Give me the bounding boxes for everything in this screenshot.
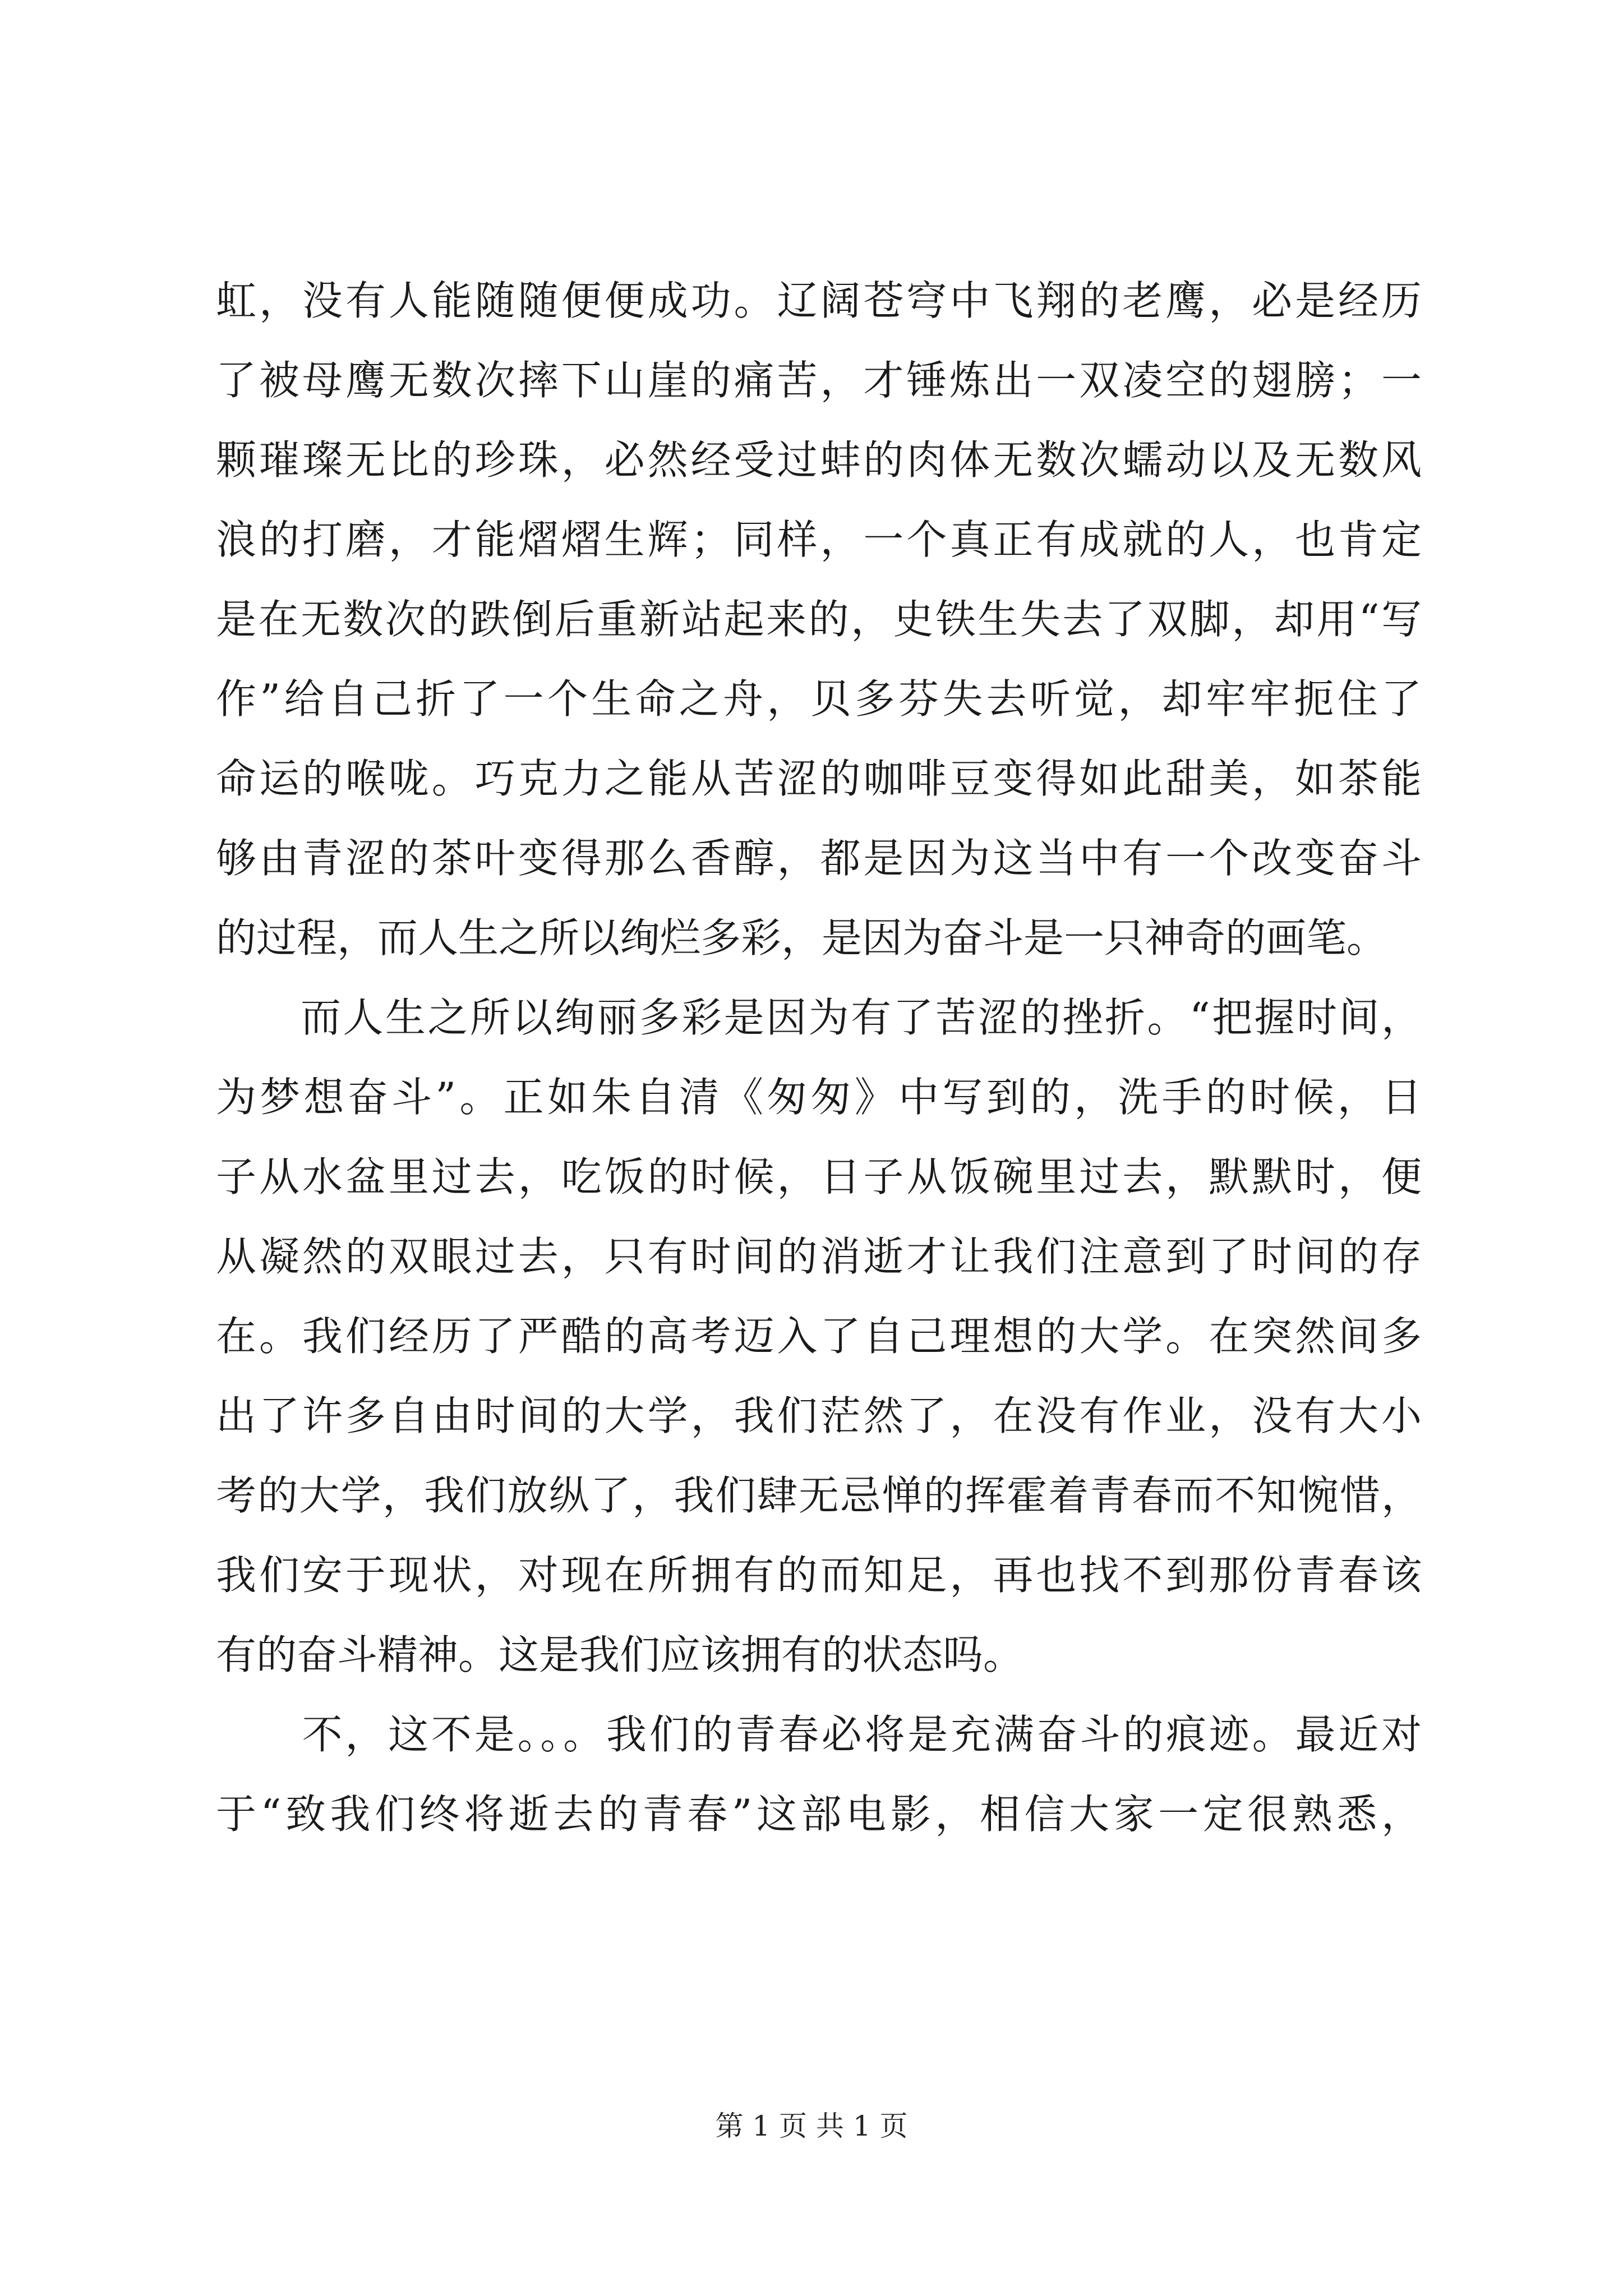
text-line: 够由青涩的茶叶变得那么香醇，都是因为这当中有一个改变奋斗 bbox=[216, 835, 1422, 882]
text-line: 的过程，而人生之所以绚烂多彩，是因为奋斗是一只神奇的画笔。 bbox=[216, 914, 1387, 961]
text-line: 从凝然的双眼过去，只有时间的消逝才让我们注意到了时间的存 bbox=[216, 1233, 1422, 1280]
text-line: 有的奋斗精神。这是我们应该拥有的状态吗。 bbox=[216, 1631, 1024, 1678]
page-number-label: 第 1 页 共 1 页 bbox=[715, 2110, 908, 2142]
text-line: 子从水盆里过去，吃饭的时候，日子从饭碗里过去，默默时，便 bbox=[216, 1153, 1422, 1200]
text-line: 而人生之所以绚丽多彩是因为有了苦涩的挫折。“把握时间， bbox=[216, 994, 1422, 1041]
text-line: 为梦想奋斗”。正如朱自清《匆匆》中写到的，洗手的时候，日 bbox=[216, 1074, 1422, 1121]
text-line: 浪的打磨，才能熠熠生辉；同样，一个真正有成就的人，也肯定 bbox=[216, 516, 1422, 563]
text-line: 我们安于现状，对现在所拥有的而知足，再也找不到那份青春该 bbox=[216, 1552, 1422, 1599]
text-line: 了被母鹰无数次摔下山崖的痛苦，才锤炼出一双凌空的翅膀；一 bbox=[216, 357, 1422, 404]
text-line: 出了许多自由时间的大学，我们茫然了，在没有作业，没有大小 bbox=[216, 1392, 1422, 1439]
text-line: 不，这不是。。。我们的青春必将是充满奋斗的痕迹。最近对 bbox=[216, 1711, 1422, 1758]
text-line: 于“致我们终将逝去的青春”这部电影，相信大家一定很熟悉， bbox=[216, 1791, 1422, 1838]
text-line: 作”给自己折了一个生命之舟，贝多芬失去听觉，却牢牢扼住了 bbox=[216, 675, 1422, 723]
page-footer bbox=[0, 2106, 1623, 2146]
body-text bbox=[216, 261, 1422, 1854]
text-line: 颗璀璨无比的珍珠，必然经受过蚌的肉体无数次蠕动以及无数风 bbox=[216, 436, 1422, 484]
text-line: 是在无数次的跌倒后重新站起来的，史铁生失去了双脚，却用“写 bbox=[216, 596, 1422, 643]
text-line: 命运的喉咙。巧克力之能从苦涩的咖啡豆变得如此甜美，如茶能 bbox=[216, 755, 1422, 802]
text-line: 虹，没有人能随随便便成功。辽阔苍穹中飞翔的老鹰，必是经历 bbox=[216, 277, 1422, 324]
text-line: 考的大学，我们放纵了，我们肆无忌惮的挥霍着青春而不知惋惜， bbox=[216, 1472, 1422, 1519]
text-line: 在。我们经历了严酷的高考迈入了自己理想的大学。在突然间多 bbox=[216, 1313, 1422, 1360]
